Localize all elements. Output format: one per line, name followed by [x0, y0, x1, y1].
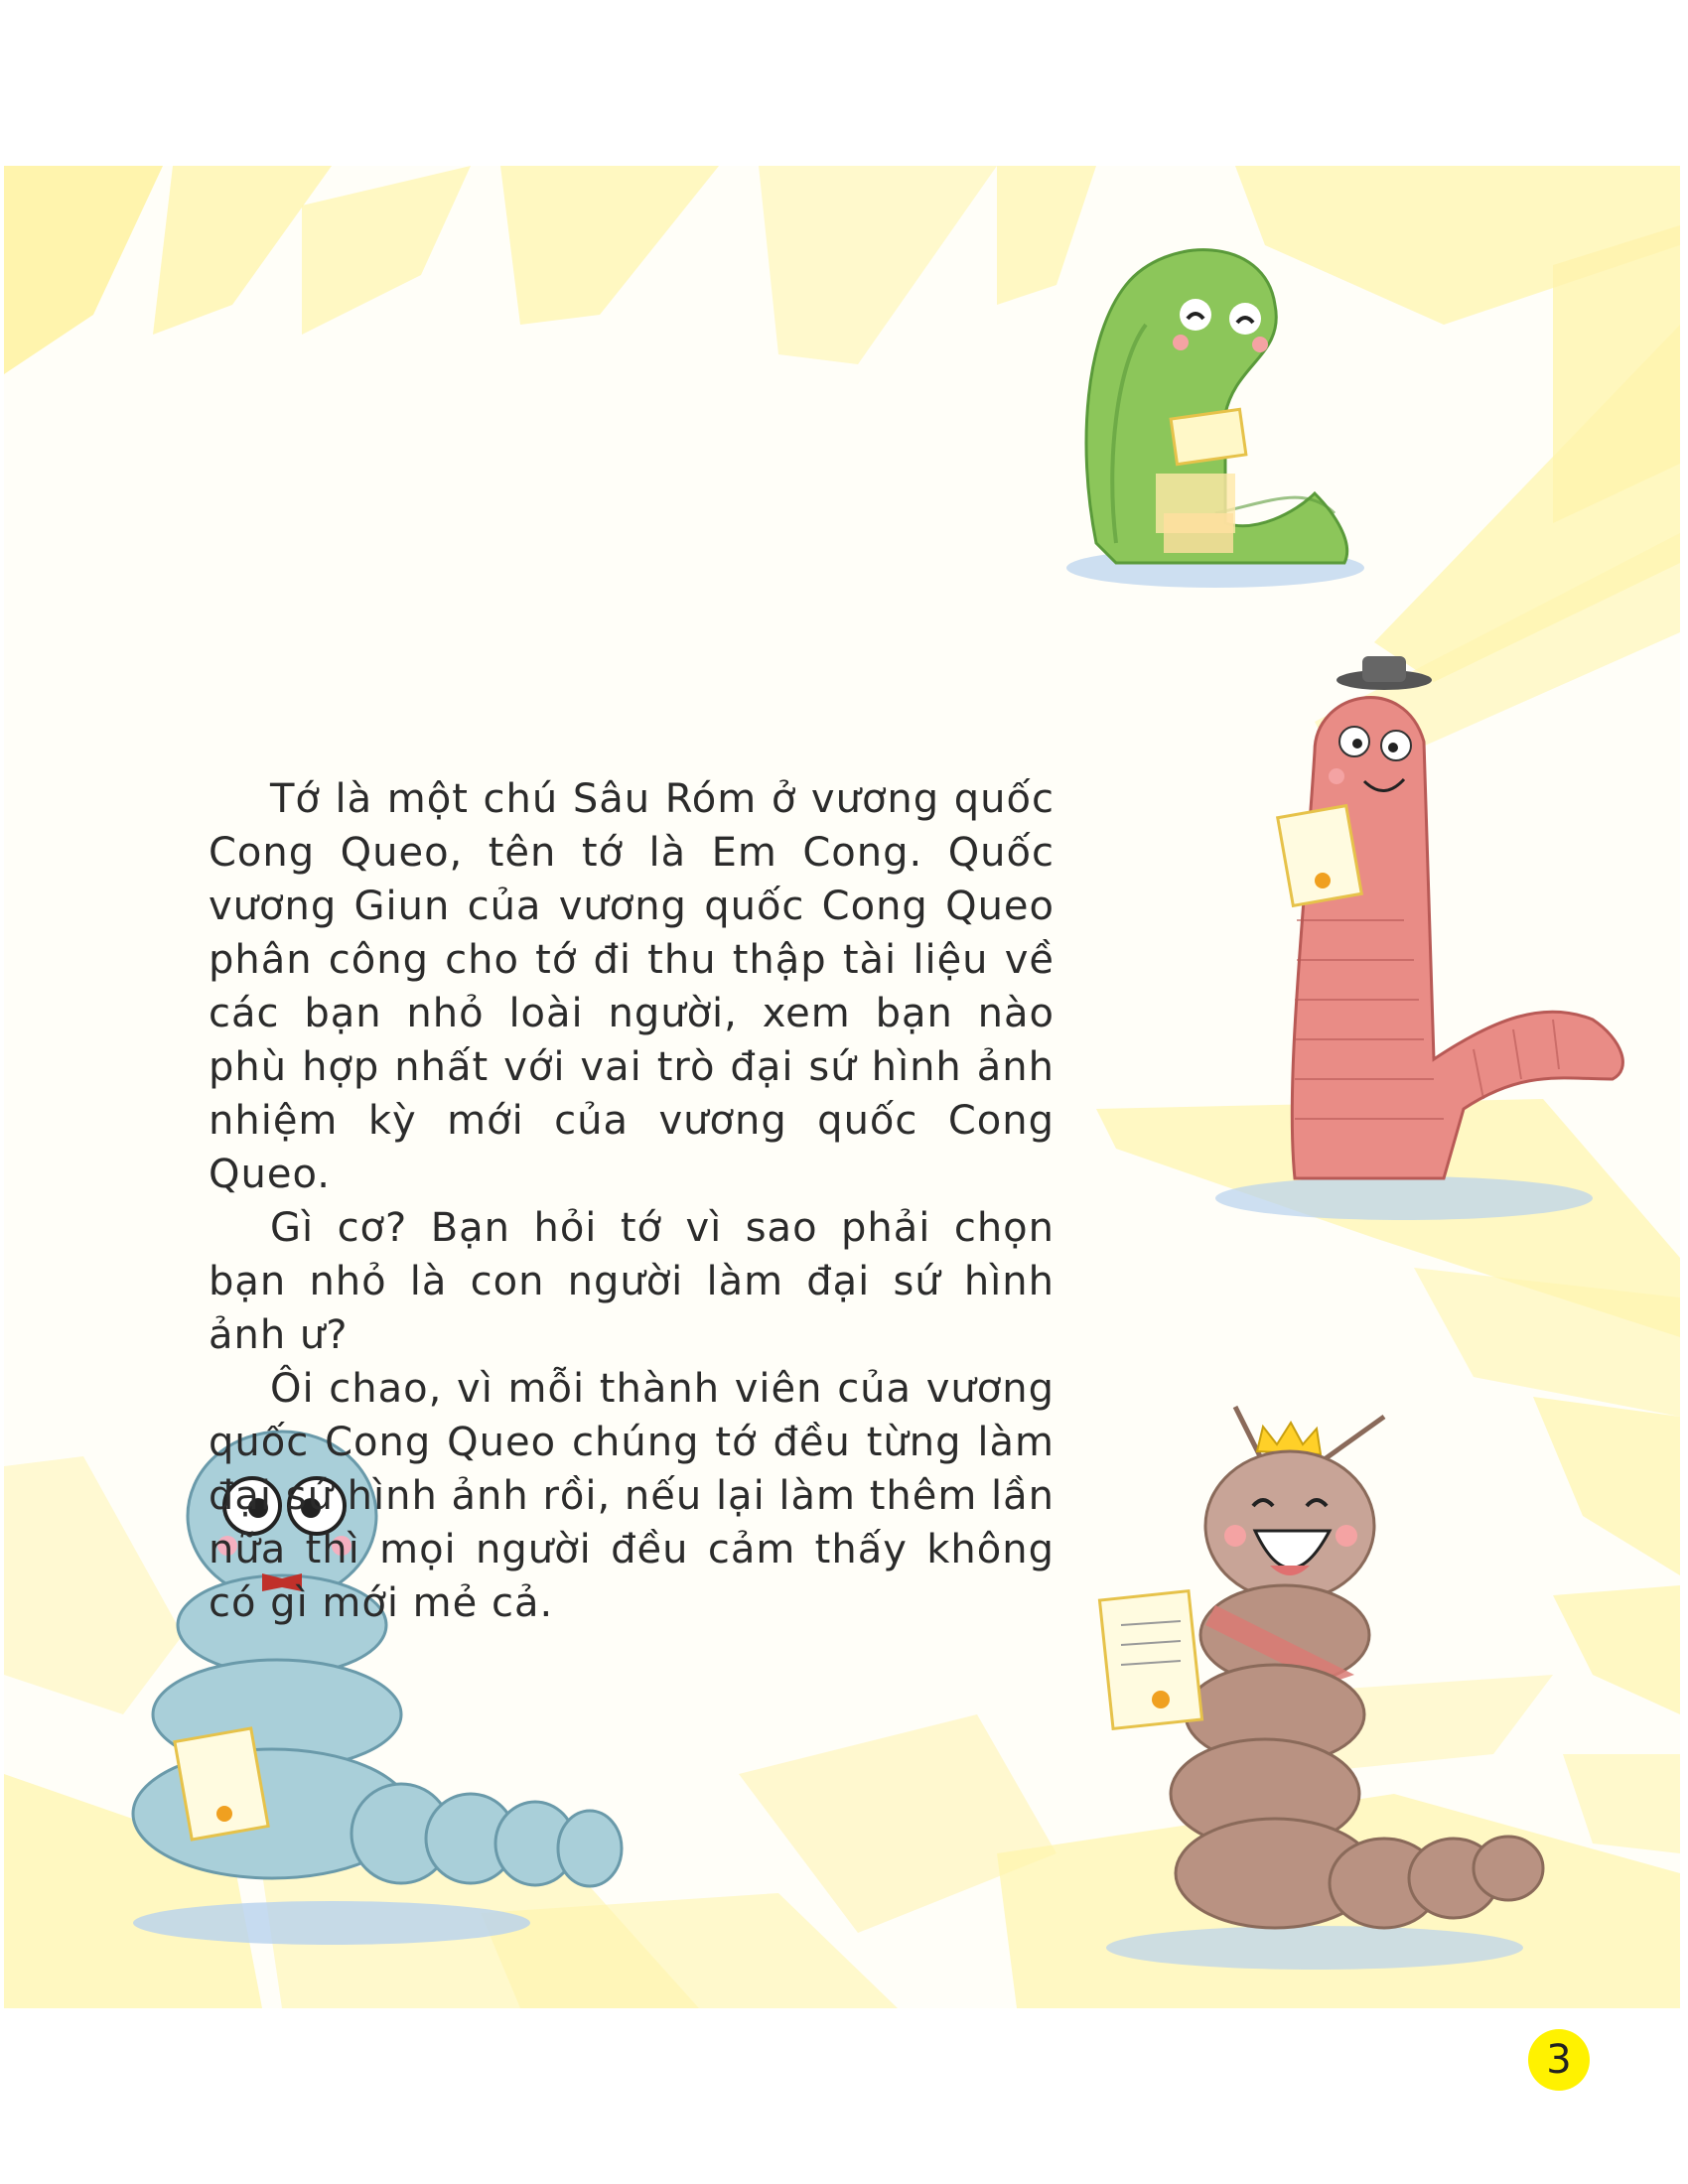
story-text: [209, 772, 1055, 1630]
green-caterpillar-icon: [1056, 215, 1374, 593]
page-number-badge: 3: [1528, 2029, 1590, 2091]
story-paragraph: Gì cơ? Bạn hỏi tớ vì sao phải chọn bạn nhỏ là con người làm đại sứ hình ảnh ư?: [209, 1205, 1055, 1358]
story-paragraph: Ôi chao, vì mỗi thành viên của vương quốc Cong Queo chúng tớ đều từng làm đại sứ hình ảnh rồi, nếu lại làm thêm lần nữa thì mọi người đều cảm thấy không có gì mới mẻ cả.: [209, 1366, 1055, 1626]
illustrated-page: [4, 166, 1680, 2083]
pink-worm-with-hat-icon: [1205, 662, 1642, 1228]
crowned-centipede-king-icon: [1086, 1407, 1583, 1982]
story-paragraph: Tớ là một chú Sâu Róm ở vương quốc Cong Queo, tên tớ là Em Cong. Quốc vương Giun của vương quốc Cong Queo phân công cho tớ đi thu thập tài liệu về các bạn nhỏ loài người, xem bạn nào phù hợp nhất với vai trò đại sứ hình ảnh nhiệm kỳ mới của vương quốc Cong Queo.: [209, 776, 1055, 1197]
